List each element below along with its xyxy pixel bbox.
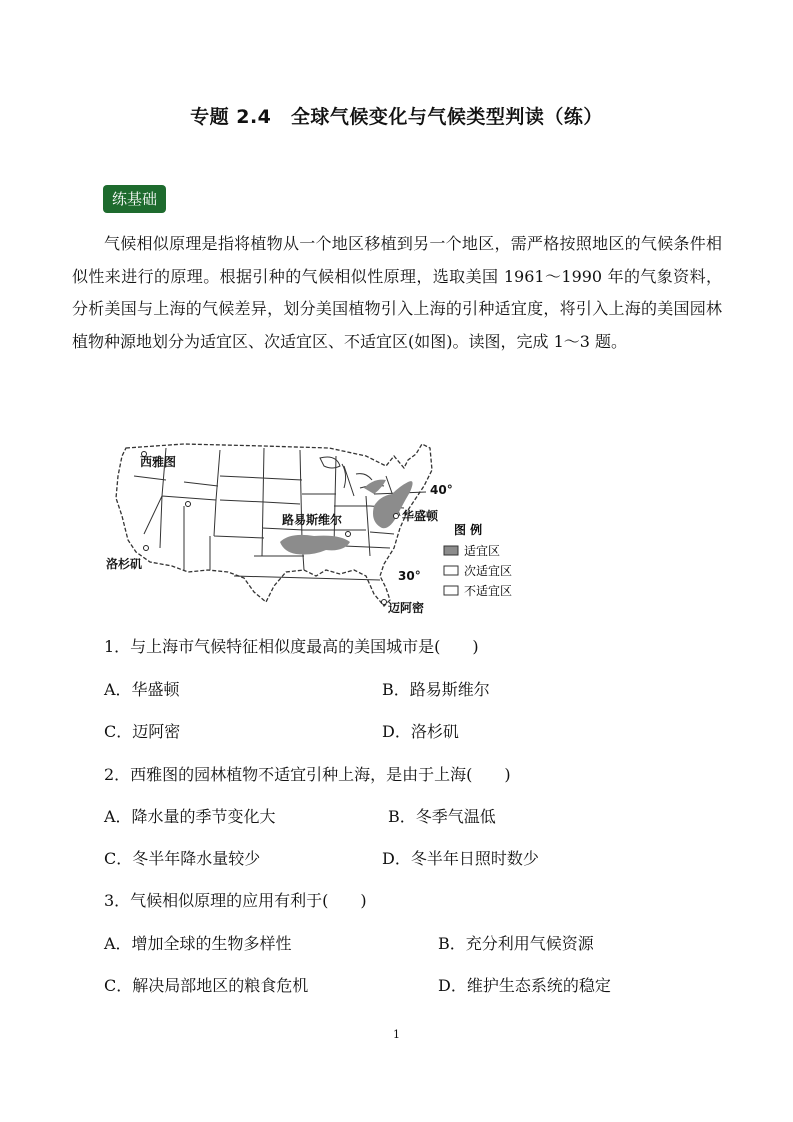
q1-option-c: C．迈阿密: [104, 722, 181, 741]
label-la: 洛杉矶: [106, 557, 143, 571]
q2-option-b: B．冬季气温低: [388, 807, 496, 826]
svg-text:图 例: 图 例: [454, 523, 483, 537]
q3-option-a: A．增加全球的生物多样性: [104, 934, 292, 953]
q2-option-d: D．冬半年日照时数少: [382, 849, 539, 868]
q1-option-b: B．路易斯维尔: [382, 680, 490, 699]
svg-text:适宜区: 适宜区: [464, 544, 501, 558]
q3-option-d: D．维护生态系统的稳定: [438, 976, 611, 995]
q2-option-c: C．冬半年降水量较少: [104, 849, 261, 868]
intro-paragraph: 气候相似原理是指将植物从一个地区移植到另一个地区，需严格按照地区的气候条件相似性来进行的原理。根据引种的气候相似性原理，选取美国 1961～1990 年的气象资料，分析美国与上海的气候差异，划分美国植物引入上海的引种适宜度，将引入上海的美国园林植物种源地划分为适宜区、次适宜区、不适宜区(如图)。读图，完成 1～3 题。: [72, 234, 722, 351]
q3-option-c: C．解决局部地区的粮食危机: [104, 976, 309, 995]
us-climate-map: [104, 436, 544, 616]
label-lat40: 40°: [430, 483, 453, 497]
louisville-marker: [346, 532, 351, 537]
label-washington: 华盛顿: [402, 509, 439, 523]
la-marker: [144, 546, 149, 551]
page-title: 专题 2.4 全球气候变化与气候类型判读（练）: [190, 106, 603, 128]
section-badge: 练基础: [103, 185, 166, 213]
q1-option-d: D．洛杉矶: [382, 722, 459, 741]
q1-option-a: A．华盛顿: [104, 680, 180, 699]
q3-option-b: B．充分利用气候资源: [438, 934, 594, 953]
question-2-stem: 2．西雅图的园林植物不适宜引种上海，是由于上海( ): [104, 765, 511, 784]
label-louisville: 路易斯维尔: [282, 513, 343, 527]
question-3-stem: 3．气候相似原理的应用有利于( ): [104, 891, 367, 910]
latitude-30-line: [234, 576, 380, 580]
washington-marker: [394, 514, 399, 519]
map-legend: [444, 522, 512, 598]
question-1-stem: 1．与上海市气候特征相似度最高的美国城市是( ): [104, 637, 479, 656]
label-lat30: 30°: [398, 569, 421, 583]
miami-marker: [382, 600, 387, 605]
svg-text:不适宜区: 不适宜区: [464, 584, 513, 598]
label-miami: 迈阿密: [388, 601, 425, 615]
svg-text:次适宜区: 次适宜区: [464, 564, 513, 578]
q2-option-a: A．降水量的季节变化大: [104, 807, 276, 826]
label-seattle: 西雅图: [140, 455, 177, 469]
page-number: 1: [393, 1028, 400, 1041]
